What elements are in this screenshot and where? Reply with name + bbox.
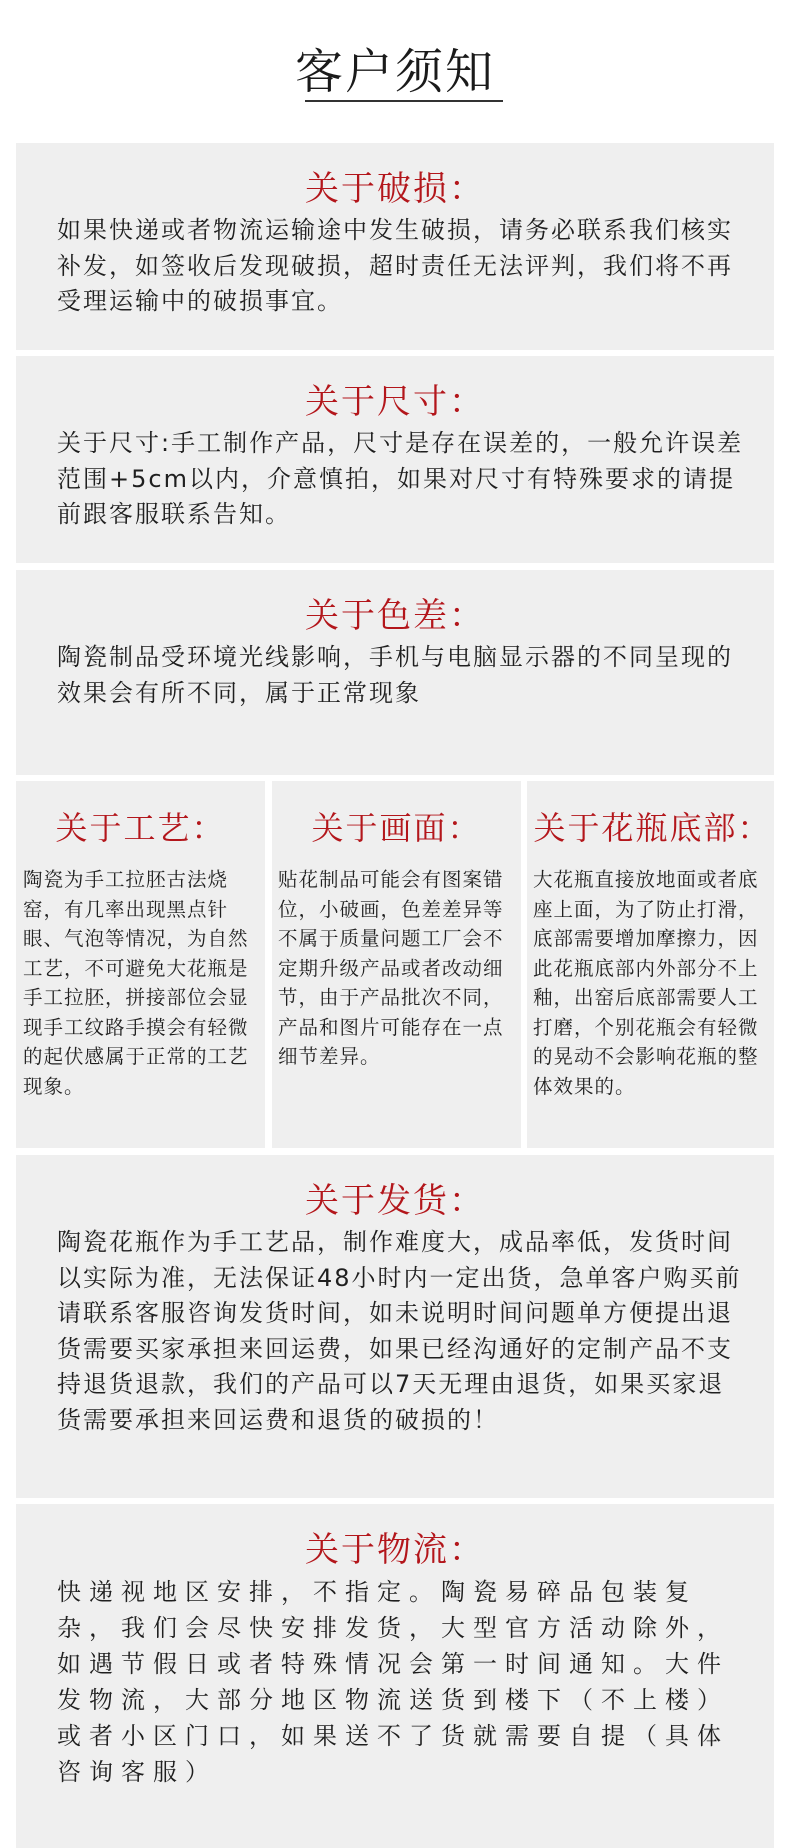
- section-color: [16, 570, 774, 775]
- section-picture: [272, 781, 521, 1148]
- section-body-logistics: 快递视地区安排，不指定。陶瓷易碎品包装复杂，我们会尽快安排发货，大型官方活动除外，如遇节假日或者特殊情况会第一时间通知。大件发物流，大部分地区物流送货到楼下（不上楼）或者小区门口，如果送不了货就需要自提（具体咨询客服）: [57, 1578, 729, 1786]
- section-heading-damage: 关于破损：: [305, 169, 485, 209]
- section-body-size: 关于尺寸:手工制作产品，尺寸是存在误差的，一般允许误差范围+5cm以内，介意慎拍，如果对尺寸有特殊要求的请提前跟客服联系告知。: [57, 429, 744, 528]
- section-body-picture: 贴花制品可能会有图案错位，小破画，色差差异等不属于质量问题工厂会不定期升级产品或者改动细节，由于产品批次不同，产品和图片可能存在一点细节差异。: [278, 868, 504, 1068]
- page-header: [0, 0, 790, 140]
- page-title: 客户须知: [294, 44, 495, 100]
- section-vase-bottom: [527, 781, 774, 1148]
- section-damage: [16, 143, 774, 350]
- section-logistics: [16, 1504, 774, 1848]
- section-heading-vase-bottom: 关于花瓶底部：: [533, 809, 772, 847]
- section-heading-color: 关于色差：: [305, 596, 485, 636]
- section-craft: [16, 781, 265, 1148]
- section-body-craft: 陶瓷为手工拉胚古法烧窑，有几率出现黑点针眼、气泡等情况，为自然工艺，不可避免大花瓶是手工拉胚，拼接部位会显现手工纹路手摸会有轻微的起伏感属于正常的工艺现象。: [23, 868, 249, 1098]
- section-size: [16, 356, 774, 563]
- section-heading-logistics: 关于物流：: [305, 1530, 485, 1570]
- title-underline: [305, 100, 503, 102]
- section-body-shipping: 陶瓷花瓶作为手工艺品，制作难度大，成品率低，发货时间以实际为准，无法保证48小时内一定出货，急单客户购买前请联系客服咨询发货时间，如未说明时间问题单方便提出退货需要买家承担来回运费，如果已经沟通好的定制产品不支持退货退款，我们的产品可以7天无理由退货，如果买家退货需要承担来回运费和退货的破损的！: [57, 1228, 742, 1434]
- section-heading-shipping: 关于发货：: [305, 1181, 485, 1221]
- section-shipping: [16, 1155, 774, 1498]
- three-column-notes: [16, 781, 774, 1148]
- section-heading-picture: 关于画面：: [311, 809, 482, 847]
- section-body-damage: 如果快递或者物流运输途中发生破损，请务必联系我们核实补发，如签收后发现破损，超时责任无法评判，我们将不再受理运输中的破损事宜。: [57, 216, 733, 315]
- section-body-vase-bottom: 大花瓶直接放地面或者底座上面，为了防止打滑，底部需要增加摩擦力，因此花瓶底部内外部分不上釉，出窑后底部需要人工打磨，个别花瓶会有轻微的晃动不会影响花瓶的整体效果的。: [533, 868, 759, 1098]
- section-body-color: 陶瓷制品受环境光线影响，手机与电脑显示器的不同呈现的效果会有所不同，属于正常现象: [57, 643, 733, 707]
- section-heading-size: 关于尺寸：: [305, 382, 485, 422]
- section-heading-craft: 关于工艺：: [55, 809, 226, 847]
